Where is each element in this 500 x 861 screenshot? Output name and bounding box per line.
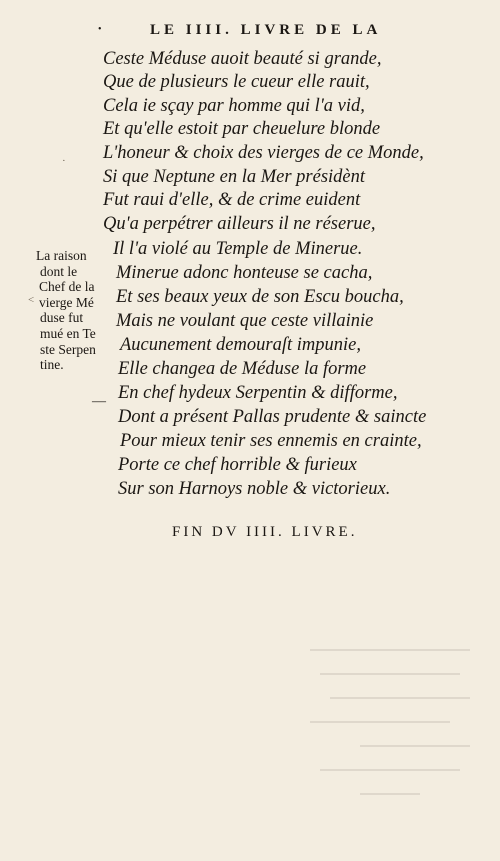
margin-note-line: vierge Mé (39, 294, 94, 310)
poem-line: Qu'a perpétrer ailleurs il ne réserue, (103, 214, 376, 234)
running-title: LE IIII. LIVRE DE LA (150, 22, 382, 38)
poem-line: Dont a présent Pallas prudente & saincte (118, 407, 427, 427)
margin-note-line: tine. (40, 357, 64, 373)
poem-line: Que de plusieurs le cueur elle rauit, (103, 72, 370, 92)
margin-note-line: duse fut (40, 310, 84, 326)
printer-mark: ˂ (28, 294, 35, 306)
margin-note-line: mué en Te (40, 325, 96, 341)
poem-line: Aucunement demouraſt impunie, (120, 335, 361, 355)
margin-note-line: La raison (36, 248, 87, 263)
poem-line: Cela ie sçay par homme qui l'a vid, (103, 96, 365, 116)
poem-line: L'honeur & choix des vierges de ce Monde, (103, 143, 424, 163)
margin-note-line: ste Serpen (40, 341, 96, 357)
header-bullet: • (98, 24, 102, 35)
poem-line: Il l'a violé au Temple de Minerue. (113, 239, 363, 259)
margin-note-line: dont le (40, 263, 78, 279)
poem-line: Si que Neptune en la Mer présidènt (103, 167, 366, 187)
poem-line: Et ses beaux yeux de son Escu boucha, (116, 287, 404, 307)
margin-dash: — (92, 394, 106, 409)
poem-line: Ceste Méduse auoit beauté si grande, (103, 49, 382, 69)
poem-line: Fut raui d'elle, & de crime euident (103, 190, 361, 210)
poem-line: Porte ce chef horrible & furieux (118, 455, 357, 475)
poem-line: Minerue adonc honteuse se cacha, (116, 263, 373, 283)
closing-line: FIN DV IIII. LIVRE. (172, 524, 358, 540)
poem-line: Elle changea de Méduse la forme (118, 359, 367, 379)
margin-note-line: Chef de la (39, 279, 95, 295)
poem-line: Mais ne voulant que ceste villainie (116, 311, 374, 331)
poem-line: Pour mieux tenir ses ennemis en crainte, (120, 431, 422, 451)
poem-line: Sur son Harnoys noble & victorieux. (118, 479, 391, 499)
printer-mark: · (62, 155, 66, 167)
poem-line: En chef hydeux Serpentin & difforme, (118, 383, 398, 403)
poem-line: Et qu'elle estoit par cheuelure blonde (103, 119, 381, 139)
margin-note (36, 248, 112, 373)
bleed-through (300, 630, 480, 830)
